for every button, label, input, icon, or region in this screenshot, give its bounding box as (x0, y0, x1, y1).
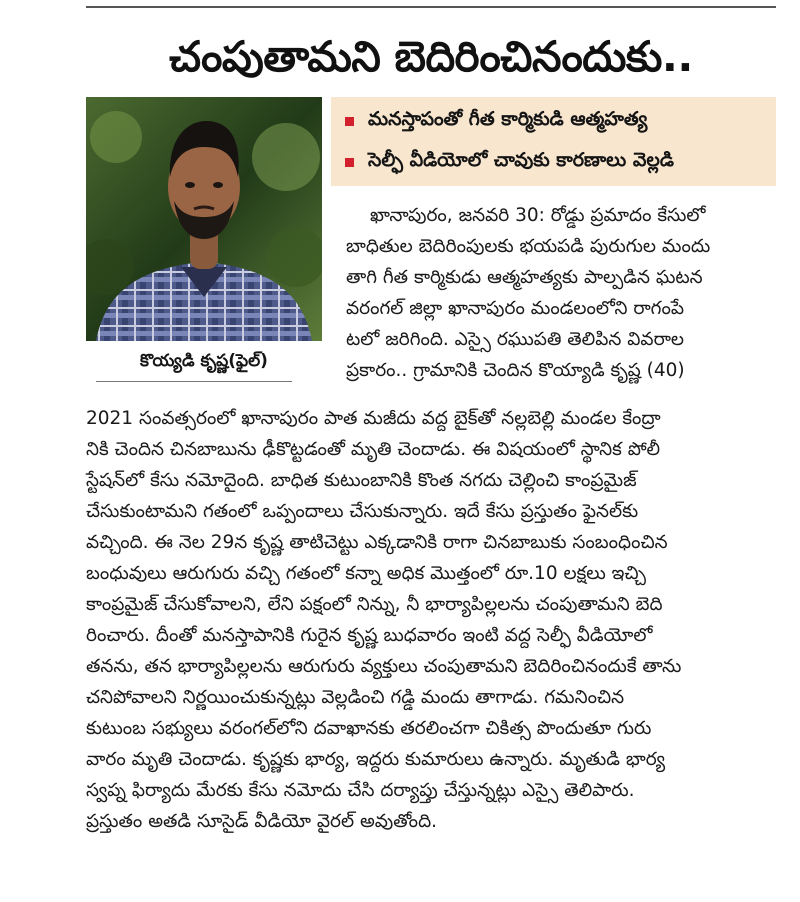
article-line: నికి చెందిన చినబాబును ఢీకొట్టడంతో మృతి చెందాడు. ఈ విషయంలో స్థానిక పోలీ (86, 439, 661, 460)
article-line: వచ్చింది. ఈ నెల 29న కృష్ణ తాటిచెట్టు ఎక్కడానికి రాగా చినబాబుకు సంబంధించిన (86, 532, 668, 553)
highlight-item (345, 144, 674, 180)
article-line: చనిపోవాలని నిర్ణయించుకున్నట్లు వెల్లడించి గడ్డి మందు తాగాడు. గమనించిన (86, 687, 625, 708)
person-photo (86, 97, 322, 341)
caption-underline (96, 381, 292, 382)
article-line: స్వప్న ఫిర్యాదు మేరకు కేసు నమోదు చేసి దర్యాప్తు చేస్తున్నట్లు ఎస్సై తెలిపారు. (86, 780, 635, 801)
headline: చంపుతామని బెదిరించినందుకు.. (169, 32, 693, 81)
article-line: రించారు. దీంతో మనస్తాపానికి గురైన కృష్ణ బుధవారం ఇంటి వద్ద సెల్ఫీ వీడియోలో (86, 625, 653, 646)
article-line: ఖానాపురం, జనవరి 30: రోడ్డు ప్రమాదం కేసులో (370, 205, 706, 226)
highlight-text: సెల్ఫీ వీడియోలో చావుకు కారణాలు వెల్లడి (368, 148, 674, 171)
person-photo-illustration (86, 97, 322, 341)
highlights-box (331, 97, 776, 186)
article-line: చేసుకుంటామని గతంలో ఒప్పందాలు చేసుకున్నారు. ఇదే కేసు ప్రస్తుతం ఫైనల్‌కు (86, 501, 639, 522)
article-line: బాధితుల బెదిరింపులకు భయపడి పురుగుల మందు (346, 236, 711, 257)
article-line: ప్రకారం.. గ్రామానికి చెందిన కొయ్యాడి కృష్ణ (40) (346, 360, 685, 381)
article-line: కాంప్రమైజ్ చేసుకోవాలని, లేని పక్షంలో నిన్ను, నీ భార్యాపిల్లలను చంపుతామని బెది (86, 594, 663, 615)
highlight-item (345, 103, 647, 139)
article-line: వారం మృతి చెందాడు. కృష్ణకు భార్య, ఇద్దరు కుమారులు ఉన్నారు. మృతుడి భార్య (86, 749, 666, 770)
article-line: స్టేషన్‌లో కేసు నమోదైంది. బాధిత కుటుంబానికి కొంత నగదు చెల్లించి కాంప్రమైజ్ (86, 470, 637, 491)
photo-caption: కొయ్యడి కృష్ణ(ఫైల్) (140, 351, 268, 371)
article-line: ప్రస్తుతం అతడి సూసైడ్ వీడియో వైరల్ అవుతోంది. (86, 811, 438, 832)
article-line: తాగి గీత కార్మికుడు ఆత్మహత్యకు పాల్పడిన ఘటన (346, 267, 703, 288)
article-line: తనను, తన భార్యాపిల్లలను ఆరుగురు వ్యక్తులు చంపుతామని బెదిరించినందుకే తాను (86, 656, 682, 677)
highlight-text: మనస్తాపంతో గీత కార్మికుడి ఆత్మహత్య (368, 107, 648, 130)
article-line: వరంగల్ జిల్లా ఖానాపురం మండలంలోని రాగంపే (346, 298, 684, 319)
article-line: కుటుంబ సభ్యులు వరంగల్‌లోని దవాఖానకు తరలించగా చికిత్స పొందుతూ గురు (86, 718, 652, 739)
article-line: 2021 సంవత్సరంలో ఖానాపురం పాత మజీదు వద్ద బైక్‌తో నల్లబెల్లి మండల కేంద్రా (86, 408, 661, 429)
bullet-square-icon (345, 158, 354, 167)
top-divider (86, 6, 776, 8)
article-line: బంధువులు ఆరుగురు వచ్చి గతంలో కన్నా అధిక మొత్తంలో రూ.10 లక్షలు ఇచ్చి (86, 563, 646, 584)
bullet-square-icon (345, 117, 354, 126)
article-line: టలో జరిగింది. ఎస్సై రఘుపతి తెలిపిన వివరాల (346, 329, 685, 350)
